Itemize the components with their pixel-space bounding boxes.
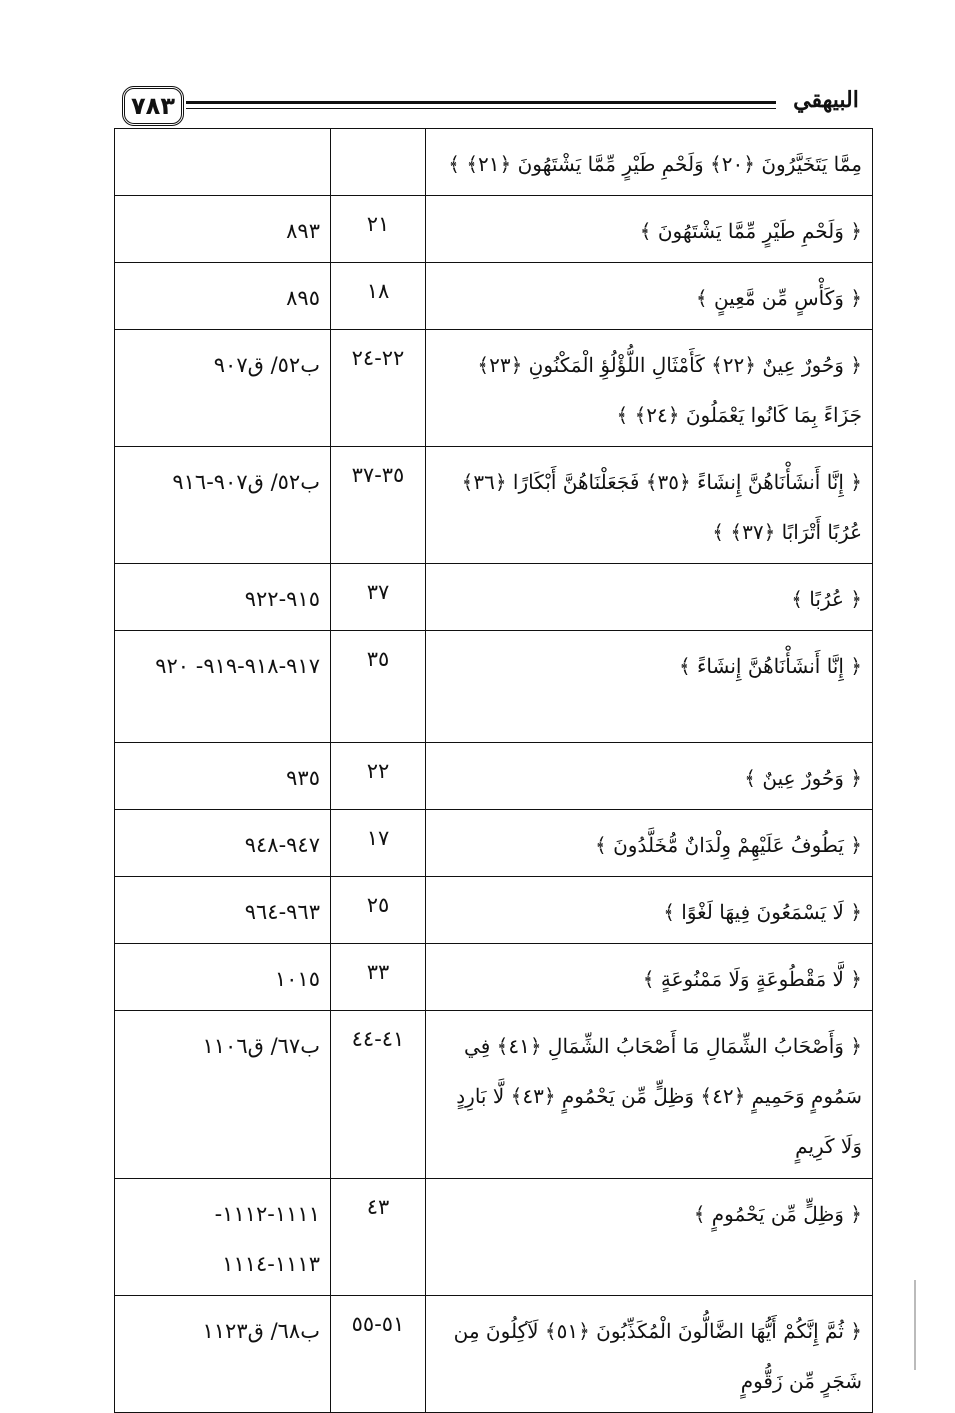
- ayah-number-cell: ١٨: [331, 263, 426, 330]
- running-title: البيهقي: [793, 87, 859, 113]
- table-row: [115, 1296, 873, 1413]
- verse-cell: ﴿ وَلَحْمِ طَيْرٍ مِّمَّا يَشْتَهُونَ ﴾: [426, 196, 873, 263]
- reference-cell: ب٦٨/ ق١١٢٣: [115, 1296, 331, 1413]
- verse-cell: ﴿ إِنَّا أَنشَأْنَاهُنَّ إِنشَاءً ﴾: [426, 631, 873, 743]
- table-row: [115, 743, 873, 810]
- reference-cell: ٩١٧-٩١٨-٩١٩- ٩٢٠: [115, 631, 331, 743]
- verse-cell: ﴿ عُرُبًا ﴾: [426, 564, 873, 631]
- reference-cell: ١٠١٥: [115, 944, 331, 1011]
- verse-cell: ﴿ وَكَأْسٍ مِّن مَّعِينٍ ﴾: [426, 263, 873, 330]
- verse-cell: ﴿ لَا يَسْمَعُونَ فِيهَا لَغْوًا ﴾: [426, 877, 873, 944]
- table-row: [115, 564, 873, 631]
- reference-cell: ٩٤٧-٩٤٨: [115, 810, 331, 877]
- reference-cell: ٩١٥-٩٢٢: [115, 564, 331, 631]
- ayah-number-cell: ٢٢: [331, 743, 426, 810]
- reference-cell: ٨٩٣: [115, 196, 331, 263]
- table-row: [115, 129, 873, 196]
- verse-cell: ﴿ إِنَّا أَنشَأْنَاهُنَّ إِنشَاءً ﴿٣٥﴾ فَجَعَلْنَاهُنَّ أَبْكَارًا ﴿٣٦﴾ عُرُبًا أَتْرَابًا ﴿٣٧﴾ ﴾: [426, 447, 873, 564]
- reference-cell: ٩٣٥: [115, 743, 331, 810]
- header-rule: [186, 101, 776, 109]
- table-row: [115, 330, 873, 447]
- ayah-number-cell: ٢١: [331, 196, 426, 263]
- reference-cell: ١١١١-١١١٢- ١١١٣-١١١٤: [115, 1179, 331, 1296]
- table-row: [115, 877, 873, 944]
- table-row: [115, 263, 873, 330]
- verse-cell: ﴿ يَطُوفُ عَلَيْهِمْ وِلْدَانٌ مُّخَلَّدُونَ ﴾: [426, 810, 873, 877]
- reference-cell: ب٥٢/ ق٩٠٧-٩١٦: [115, 447, 331, 564]
- verse-cell: ﴿ وَحُورٌ عِينٌ ﴿٢٢﴾ كَأَمْثَالِ اللُّؤْلُؤِ الْمَكْنُونِ ﴿٢٣﴾ جَزَاءً بِمَا كَانُوا يَعْمَلُونَ ﴿٢٤﴾ ﴾: [426, 330, 873, 447]
- table-row: [115, 1011, 873, 1179]
- ayah-number-cell: [331, 129, 426, 196]
- ayah-number-cell: ٣٥: [331, 631, 426, 743]
- ayah-number-cell: ٣٧: [331, 564, 426, 631]
- scan-edge-mark: [914, 1280, 916, 1370]
- reference-cell: ٩٦٣-٩٦٤: [115, 877, 331, 944]
- reference-cell: ب٥٢/ ق٩٠٧: [115, 330, 331, 447]
- ayah-number-cell: ٤٣: [331, 1179, 426, 1296]
- verse-cell: ﴿ لَّا مَقْطُوعَةٍ وَلَا مَمْنُوعَةٍ ﴾: [426, 944, 873, 1011]
- ayah-number-cell: ٤١-٤٤: [331, 1011, 426, 1179]
- ayah-number-cell: ١٧: [331, 810, 426, 877]
- ayah-number-cell: ٥١-٥٥: [331, 1296, 426, 1413]
- table-row: [115, 631, 873, 743]
- verse-cell: ﴿ وَأَصْحَابُ الشِّمَالِ مَا أَصْحَابُ الشِّمَالِ ﴿٤١﴾ فِي سَمُومٍ وَحَمِيمٍ ﴿٤٢﴾ وَظِلٍّ مِّن يَحْمُومٍ ﴿٤٣﴾ لَّا بَارِدٍ وَلَا كَرِيمٍ: [426, 1011, 873, 1179]
- table-row: [115, 810, 873, 877]
- ayah-number-cell: ٢٥: [331, 877, 426, 944]
- ayah-number-cell: ٣٣: [331, 944, 426, 1011]
- table-row: [115, 447, 873, 564]
- table-row: [115, 944, 873, 1011]
- page-number: ٧٨٣: [122, 86, 184, 126]
- ayah-number-cell: ٣٥-٣٧: [331, 447, 426, 564]
- table-row: [115, 196, 873, 263]
- verse-cell: ﴿ ثُمَّ إِنَّكُمْ أَيُّهَا الضَّالُّونَ الْمُكَذِّبُونَ ﴿٥١﴾ لَآكِلُونَ مِن شَجَرٍ مِّن زَقُّومٍ: [426, 1296, 873, 1413]
- verse-cell: مِمَّا يَتَخَيَّرُونَ ﴿٢٠﴾ وَلَحْمِ طَيْرٍ مِّمَّا يَشْتَهُونَ ﴿٢١﴾ ﴾: [426, 129, 873, 196]
- reference-cell: ب٦٧/ ق١١٠٦: [115, 1011, 331, 1179]
- ayah-number-cell: ٢٢-٢٤: [331, 330, 426, 447]
- table-row: [115, 1179, 873, 1296]
- verse-cell: ﴿ وَحُورٌ عِينٌ ﴾: [426, 743, 873, 810]
- reference-cell: [115, 129, 331, 196]
- reference-cell: ٨٩٥: [115, 263, 331, 330]
- verse-index-table: [114, 128, 873, 1413]
- verse-cell: ﴿ وَظِلٍّ مِّن يَحْمُومٍ ﴾: [426, 1179, 873, 1296]
